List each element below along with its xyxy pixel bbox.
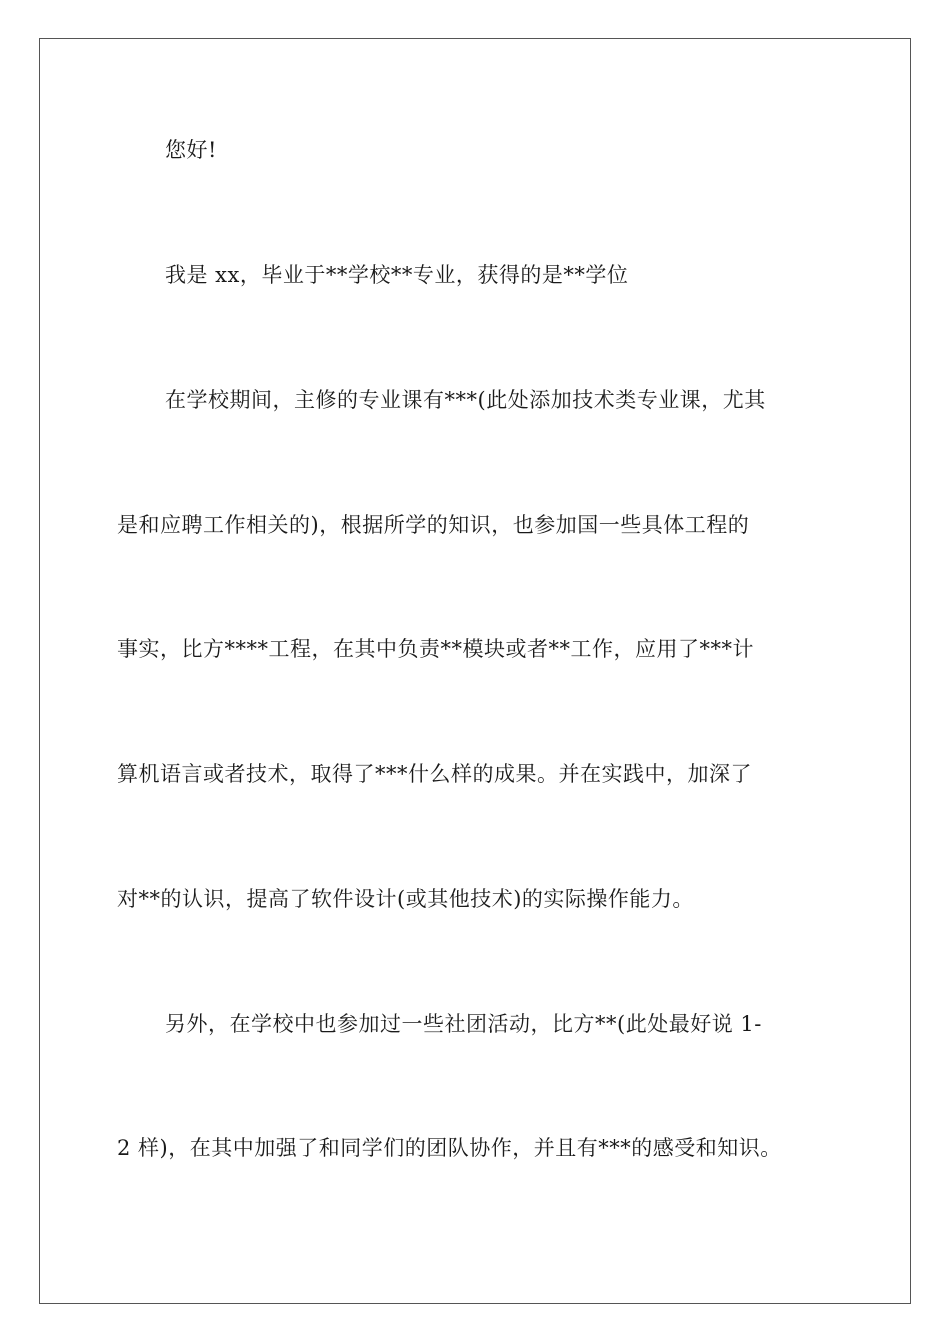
intro-line: 我是 xx，毕业于**学校**专业，获得的是**学位 (165, 263, 629, 287)
paragraph-1-line-5: 对**的认识，提高了软件设计(或其他技术)的实际操作能力。 (117, 887, 694, 911)
greeting-line: 您好! (165, 138, 217, 162)
paragraph-1-line-3: 事实，比方****工程，在其中负责**模块或者**工作，应用了***计 (117, 637, 754, 661)
paragraph-2-line-1: 另外，在学校中也参加过一些社团活动，比方**(此处最好说 1- (165, 1012, 762, 1036)
paragraph-1-line-4: 算机语言或者技术，取得了***什么样的成果。并在实践中，加深了 (117, 762, 752, 786)
page-border (39, 38, 911, 1304)
paragraph-1-line-1: 在学校期间，主修的专业课有***(此处添加技术类专业课，尤其 (165, 388, 766, 412)
paragraph-2-line-2: 2 样)，在其中加强了和同学们的团队协作，并且有***的感受和知识。 (117, 1136, 782, 1160)
paragraph-1-line-2: 是和应聘工作相关的)，根据所学的知识，也参加国一些具体工程的 (117, 513, 750, 537)
